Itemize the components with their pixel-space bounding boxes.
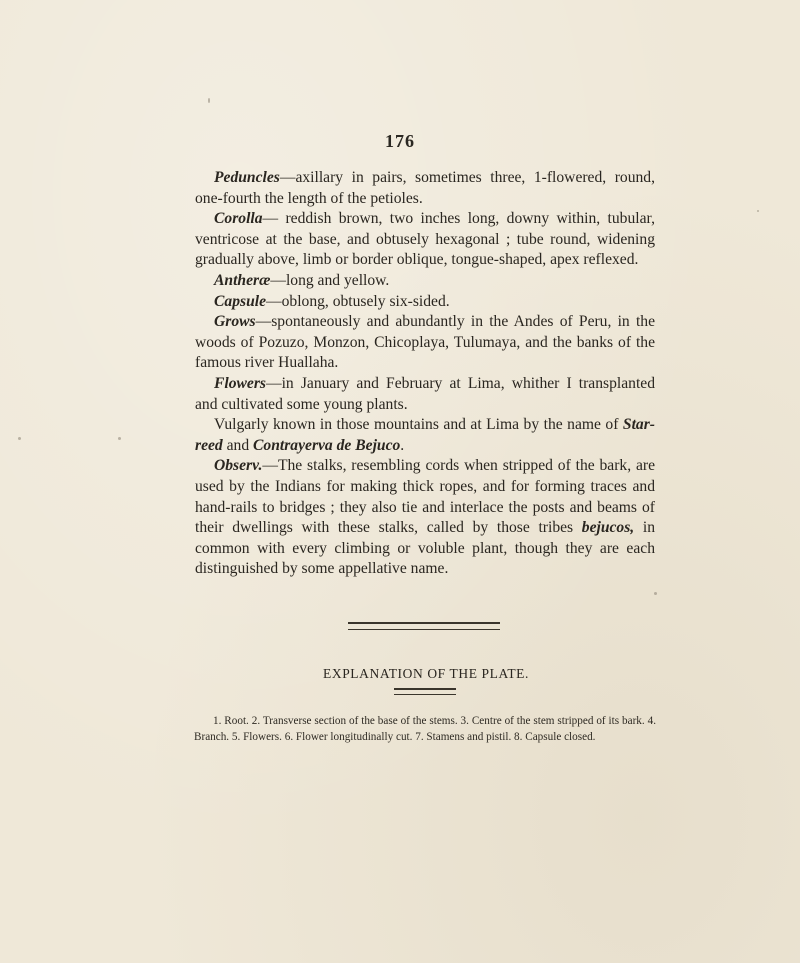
- description-antherae: long and yellow.: [285, 271, 390, 289]
- paragraph-flowers: [195, 374, 655, 415]
- separator: —: [262, 457, 278, 475]
- paper-speck: [654, 592, 657, 595]
- observation-italic-term: bejucos,: [581, 519, 635, 537]
- paragraph-vulgarly-known: [195, 415, 655, 456]
- paper-speck: [18, 437, 21, 440]
- vernacular-name-star-reed: Star-reed: [195, 416, 655, 454]
- separator: —: [255, 313, 272, 331]
- term-peduncles: Peduncles: [214, 169, 280, 186]
- term-flowers: Flowers: [214, 374, 266, 392]
- separator: —: [266, 292, 282, 310]
- term-corolla: Corolla: [214, 210, 263, 228]
- plate-heading: EXPLANATION OF THE PLATE.: [323, 666, 529, 681]
- paper-speck: [757, 210, 759, 212]
- term-antherae: Antheræ: [214, 271, 271, 289]
- description-capsule: oblong, obtusely six-sided.: [281, 292, 450, 310]
- separator: —: [266, 374, 282, 392]
- separator: —: [262, 210, 286, 228]
- vernacular-name-contrayerva: Contrayerva de Bejuco: [253, 436, 401, 454]
- vernacular-lead: Vulgarly known in those mountains and at Lima by the name of: [214, 416, 623, 434]
- description-grows: spontaneously and abundantly in the Andes of Peru, in the woods of Pozuzo, Monzon, Chicoplaya, Tulumaya, and the banks of the famous river Huallaha.: [195, 313, 655, 372]
- section-divider-long: [348, 622, 500, 630]
- separator: —: [279, 169, 296, 186]
- paper-speck: [118, 437, 121, 440]
- term-capsule: Capsule: [214, 292, 266, 310]
- paper-speck: [208, 98, 210, 103]
- description-corolla: reddish brown, two inches long, downy within, tubular, ventricose at the base, and obtusely hexagonal ; tube round, widening gradually above, limb or border oblique, tongue-shaped, apex reflexed.: [195, 210, 655, 269]
- page-number: 176: [385, 131, 415, 151]
- vernacular-conjunction: and: [222, 436, 254, 454]
- description-peduncles: axillary in pairs, sometimes three, 1-flowered, round, one-fourth the length of the petioles.: [195, 169, 655, 207]
- plate-explanation: 1. Root. 2. Transverse section of the base of the stems. 3. Centre of the stem stripped of its bark. 4. Branch. 5. Flowers. 6. Flower longitudinally cut. 7. Stamens and pistil. 8. Capsule closed.: [194, 715, 656, 743]
- paragraph-antherae: [195, 271, 655, 292]
- body-text: [195, 168, 655, 580]
- term-grows: Grows: [214, 313, 256, 331]
- paragraph-peduncles: [195, 168, 655, 209]
- paragraph-grows: [195, 312, 655, 374]
- description-flowers: in January and February at Lima, whither I transplanted and cultivated some young plants.: [195, 374, 655, 413]
- paragraph-observation: [195, 456, 655, 580]
- paragraph-capsule: [195, 292, 655, 313]
- vernacular-tail: .: [400, 436, 405, 454]
- paragraph-corolla: [195, 209, 655, 271]
- term-observ: Observ.: [214, 457, 263, 475]
- observation-text-after: in common with every climbing or voluble plant, though they are each distinguished by some appellative name.: [195, 519, 655, 578]
- section-divider-short: [394, 688, 456, 695]
- separator: —: [270, 271, 286, 289]
- observation-text-before: The stalks, resembling cords when stripped of the bark, are used by the Indians for making thick ropes, and for forming traces and hand-rails to bridges ; they also tie and interlace the posts and beams of their dwellings with these stalks, called by those tribes: [195, 457, 655, 537]
